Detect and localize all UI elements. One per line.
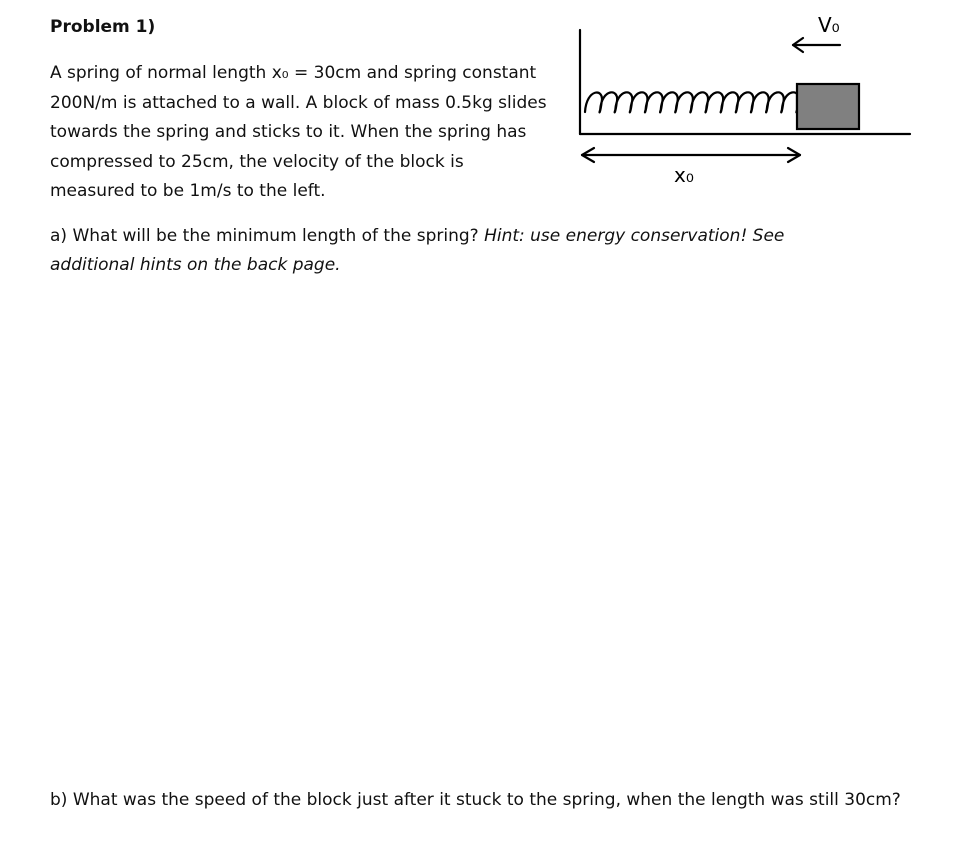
problem-statement xyxy=(50,59,575,207)
spring-block-diagram xyxy=(570,8,915,193)
problem-statement-line: A spring of normal length x₀ = 30cm and spring constant xyxy=(50,63,537,83)
problem-statement-line: compressed to 25cm, the velocity of the block is xyxy=(50,151,464,172)
velocity-arrow xyxy=(793,38,840,52)
velocity-label: V₀ xyxy=(818,13,840,37)
spring-coil xyxy=(585,92,799,112)
length-label: x₀ xyxy=(674,163,694,187)
question-b: b) What was the speed of the block just after it stuck to the spring, when the length was still 30cm? xyxy=(50,790,901,810)
problem-title: Problem 1) xyxy=(50,17,156,37)
question-a-text: a) What will be the minimum length of the spring? xyxy=(50,226,485,246)
question-a xyxy=(50,222,850,280)
problem-statement-line: 200N/m is attached to a wall. A block of mass 0.5kg slides xyxy=(50,92,547,113)
problem-statement-line: towards the spring and sticks to it. When the spring has xyxy=(50,122,527,143)
question-a-hint: additional hints on the back page. xyxy=(50,255,341,275)
question-a-hint: Hint: use energy conservation! See xyxy=(484,226,785,246)
length-arrow xyxy=(582,148,800,162)
block xyxy=(797,84,859,129)
problem-statement-line: measured to be 1m/s to the left. xyxy=(50,181,326,202)
